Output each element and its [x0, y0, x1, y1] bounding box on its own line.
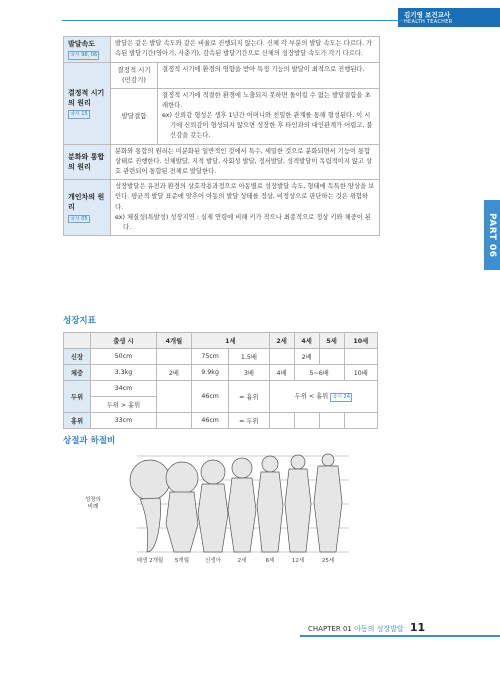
table-cell: 50cm	[91, 349, 157, 365]
exam-tag: 국시 98, 06	[70, 52, 98, 59]
row-label-speed	[64, 37, 111, 63]
age-label: 2세	[237, 558, 247, 564]
header-corner	[64, 333, 91, 349]
col-header: 출생 시	[91, 333, 157, 349]
table-cell: 2배	[156, 365, 191, 381]
age-label: 6세	[265, 558, 275, 564]
age-label: 태생 2개월	[136, 558, 164, 564]
table-row	[64, 381, 378, 397]
critical-example: ex) 신뢰감 형성은 생후 1년간 어머니와 친밀한 관계를 통해 형성된다. 이 시기에 신뢰감이 형성되지 않으면 성장한 후 타인과의 대인관계가 어렵고, 불신감을 갖는다.	[162, 112, 373, 140]
table-cell: 75cm	[192, 349, 229, 365]
age-label: 25세	[321, 558, 335, 564]
figure-age-12	[285, 455, 311, 552]
table-cell: = 두위	[229, 413, 269, 429]
individual-text	[111, 180, 380, 236]
table-cell: 33cm	[91, 413, 157, 429]
principle-row-critical-2	[64, 88, 380, 144]
table-cell	[156, 381, 191, 413]
age-label: 12세	[291, 558, 305, 564]
col-header: 4개월	[156, 333, 191, 349]
critical-label: 결정적 시기의 원리	[68, 88, 105, 107]
table-cell	[269, 349, 294, 365]
critical-text1: 결정적 시기에 환경의 영향을 받아 특정 기능의 발달이 최적으로 진행된다.	[158, 62, 380, 88]
individual-body: 성장발달은 유전과 환경의 상호작용과정으로 아동별로 성장발달 속도, 형태에 독특한 양상을 보인다. 평균적 발달 표준에 맞추어 아동의 발달 상태를 정상, 비정상으로 판단하는 것은 위험하다.	[115, 183, 375, 211]
exam-tag: 국시 24	[332, 394, 350, 401]
critical-text2a: 결정적 시기에 적절한 환경에 노출되지 못하면 돌이킬 수 없는 발달결함을 초래한다.	[162, 91, 371, 109]
part-tab-label: PART 06	[487, 212, 497, 258]
row-header: 체중	[64, 365, 91, 381]
brand-name: 김기영 보건교사	[404, 11, 451, 19]
table-cell	[269, 381, 377, 413]
head-after-text: 두위 < 흉위	[294, 393, 329, 401]
table-cell: 1.5배	[229, 349, 269, 365]
col-header: 5세	[319, 333, 344, 349]
col-header: 4세	[294, 333, 319, 349]
speed-label: 발달속도	[68, 40, 96, 48]
table-cell: 두위 > 흉위	[91, 397, 157, 413]
table-cell: 46cm	[192, 381, 229, 413]
page-footer	[308, 621, 425, 634]
table-cell: 3.3kg	[91, 365, 157, 381]
table-cell: 4배	[269, 365, 294, 381]
figure-age-6	[257, 456, 283, 552]
figure-fetus-5m	[166, 462, 198, 552]
table-cell	[319, 349, 344, 365]
table-cell: 10배	[344, 365, 377, 381]
exam-tag: 국시 05	[70, 215, 88, 222]
principle-row-differentiation	[64, 144, 380, 180]
individual-example: ex) 체질성(특발성) 성장지연 : 실제 연령에 비해 키가 작으나 최종적으로 정상 키와 체중이 된다.	[115, 213, 371, 231]
table-cell: 46cm	[192, 413, 229, 429]
proportion-section-title: 상절과 하절비	[63, 436, 116, 446]
table-cell	[156, 349, 191, 365]
row-header: 신장	[64, 349, 91, 365]
table-cell	[344, 349, 377, 365]
figure-age-2	[228, 458, 256, 552]
individual-label: 개인차의 원리	[68, 193, 105, 212]
principle-row-speed	[64, 37, 380, 63]
growth-table	[63, 332, 378, 429]
col-header: 2세	[269, 333, 294, 349]
body-proportion-figure	[102, 452, 350, 564]
table-cell: 9.9kg	[192, 365, 229, 381]
table-row	[64, 349, 378, 365]
col-header: 1세	[192, 333, 270, 349]
footer-rule	[300, 635, 500, 637]
growth-section-title: 성장지표	[63, 316, 96, 326]
row-header: 흉위	[64, 413, 91, 429]
table-cell	[319, 413, 344, 429]
table-cell: 3배	[229, 365, 269, 381]
table-cell: 5~6배	[294, 365, 344, 381]
figure-newborn	[198, 460, 228, 552]
table-cell	[156, 413, 191, 429]
table-cell	[294, 413, 319, 429]
figure-fetus-2m	[130, 460, 170, 552]
table-cell	[269, 413, 294, 429]
proportion-illustration	[102, 452, 350, 564]
age-label: 5개월	[174, 558, 190, 564]
table-cell: 2배	[294, 349, 319, 365]
principles-table	[63, 36, 380, 236]
brand-badge	[398, 8, 500, 27]
critical-text2	[158, 88, 380, 144]
table-row	[64, 413, 378, 429]
row-label-differentiation: 분화와 통합의 원리	[64, 144, 111, 180]
table-cell: 34cm	[91, 381, 157, 397]
critical-sub2: 발달결함	[111, 88, 158, 144]
table-row	[64, 365, 378, 381]
speed-text: 발달은 같은 발달 속도와 같은 비율로 진행되지 않는다. 신체 각 부분의 발달 속도는 다르다. 가속된 발달기간(영아기, 사춘기), 감속된 발달기간으로 신체의 성장발달 속도가 각기 다르다.	[111, 37, 380, 63]
table-cell	[344, 413, 377, 429]
exam-tag: 국시 15	[70, 111, 88, 118]
brand-subtitle: HEALTH TEACHER	[404, 19, 453, 26]
chapter-label: CHAPTER 01	[308, 625, 352, 633]
row-label-individual	[64, 180, 111, 236]
differentiation-text: 분화와 통합의 원리는 미분화된 일반적인 것에서 특수, 세밀한 것으로 분화되면서 기능이 통합 상태로 진행한다. 신체발달, 지적 발달, 사회성 발달, 정서발달, 성격발달이 독립적이지 않고 상호 관련되어 통합된 전체로 발달한다.	[111, 144, 380, 180]
principle-row-individual	[64, 180, 380, 236]
chapter-title: 아동의 성장발달	[354, 625, 404, 633]
figure-side-label: 성장의 비례	[85, 497, 101, 511]
principle-row-critical-1	[64, 62, 380, 88]
growth-header-row	[64, 333, 378, 349]
col-header: 10세	[344, 333, 377, 349]
table-cell: = 흉위	[229, 381, 269, 413]
age-label: 신생아	[205, 558, 221, 564]
header-rule	[62, 20, 404, 21]
row-header: 두위	[64, 381, 91, 413]
part-tab	[484, 200, 500, 270]
critical-sub1: 결정적 시기 (민감기)	[111, 62, 158, 88]
page-number: 11	[409, 621, 426, 634]
figure-age-25	[314, 454, 342, 552]
row-label-critical	[64, 62, 111, 144]
